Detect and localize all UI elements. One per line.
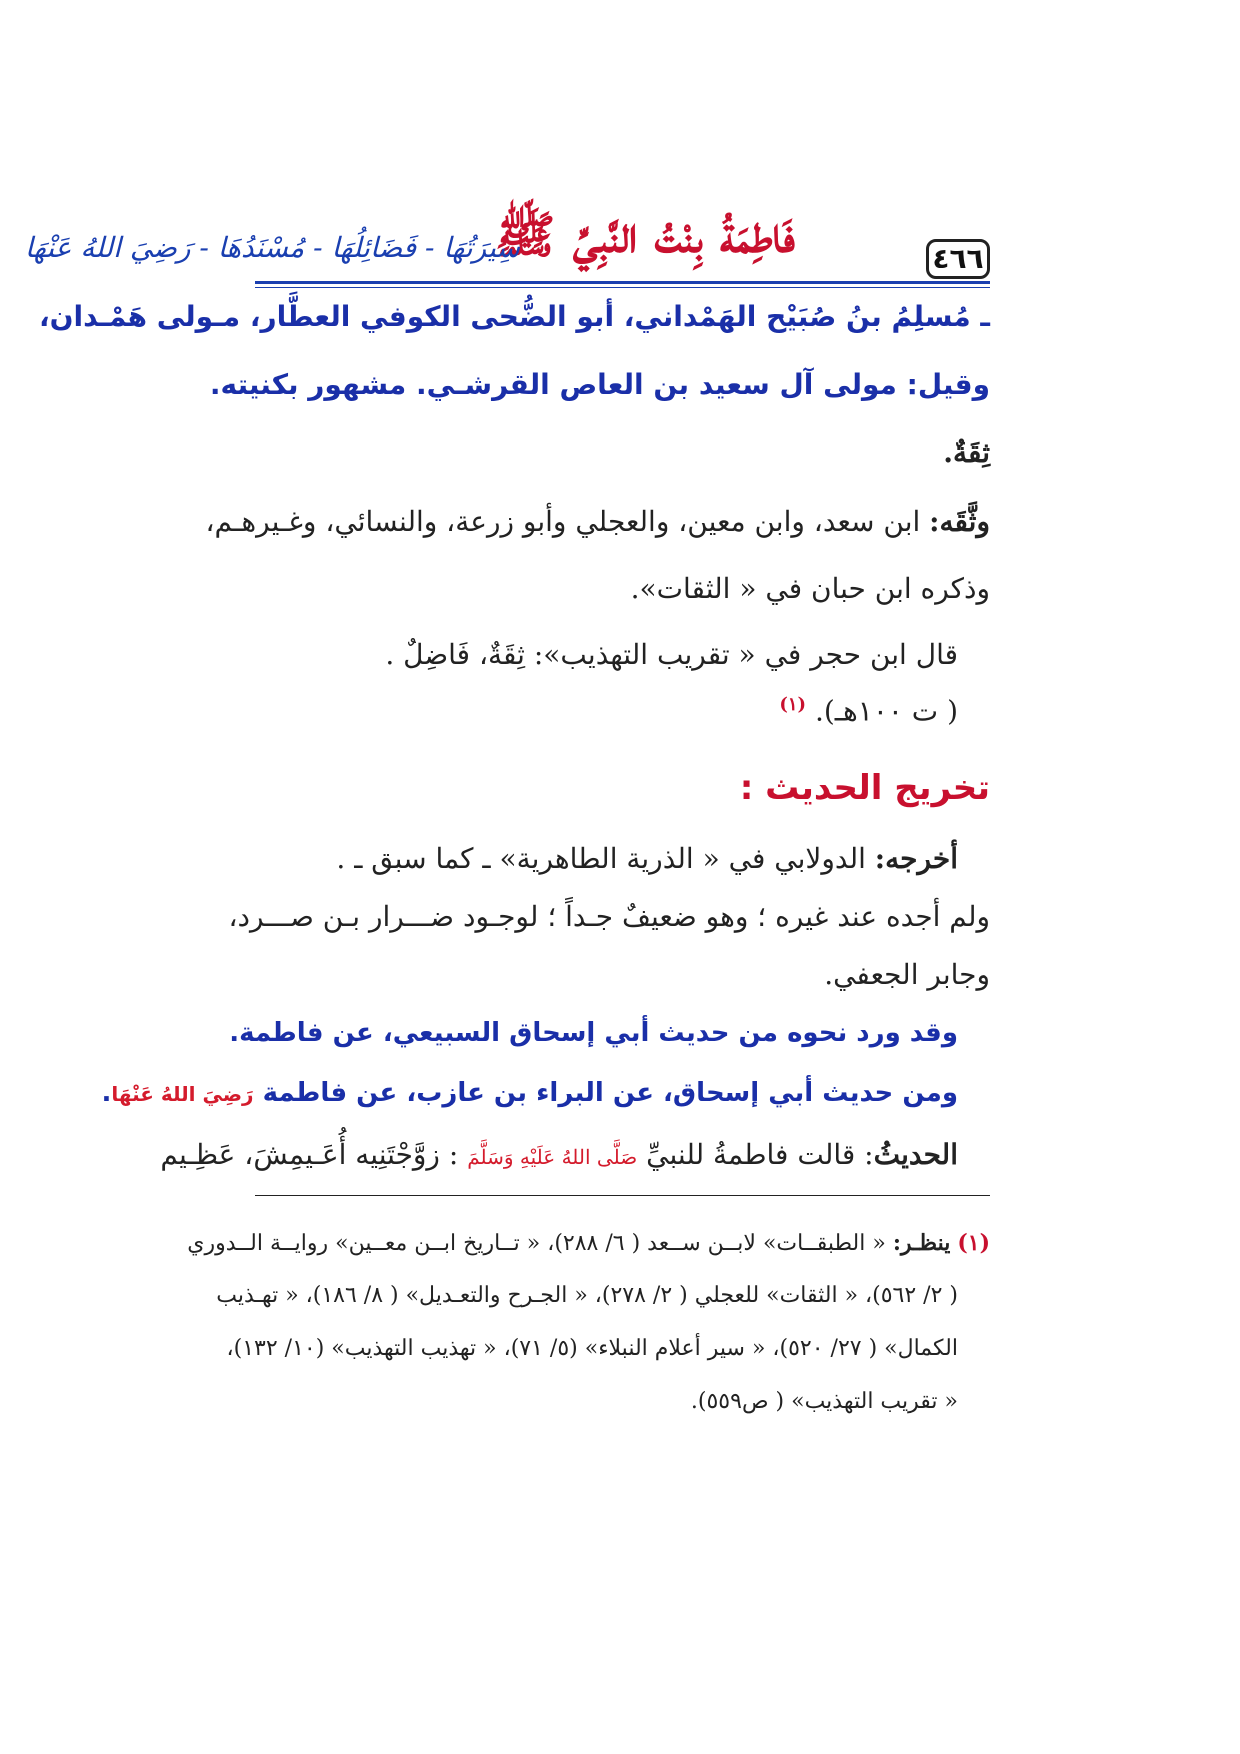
hadith-label: الحديثُ [873,1138,958,1171]
judgement-line: ولم أجده عند غيره ؛ وهو ضعيفٌ جـداً ؛ لوجـود ضـــرار بـن صـــرد، [228,900,990,933]
footnote-line-4: « تقريب التهذيب» ( ص٥٥٩). [690,1389,958,1414]
page-number: ٤٦٦ [926,239,990,279]
warada-text: ومن حديث أبي إسحاق، عن البراء بن عازب، عن فاطمة [253,1078,958,1108]
tawthiq-label: وثَّقَه: [929,505,990,538]
footnote-mark: (١) [957,1230,990,1256]
akhrajahu-label: أخرجه: [874,842,958,875]
salla-honorific: صَلَّى اللهُ عَلَيْهِ وَسَلَّمَ [467,1145,638,1169]
warada-end: . [101,1078,112,1108]
hadith-line [160,1138,958,1171]
footnote-line-2: ( ٢/ ٥٦٢)، « الثقات» للعجلي ( ٢/ ٢٧٨)، « الجـرح والتعـديل» ( ٨/ ١٨٦)، « تهـذيب [216,1283,958,1308]
book-subtitle: سِيرَتُهَا - فَضَائِلُهَا - مُسْنَدُهَا - رَضِيَ اللهُ عَنْهَا [24,231,520,264]
death-date: ( ت ١٠٠هـ). [814,694,958,728]
footnote-line-1 [187,1230,990,1256]
hadith-text: : قالت فاطمةُ للنبيِّ [637,1138,874,1171]
narrator-name-line-2: وقيل: مولى آل سعيد بن العاص القرشـي. مشهور بكنيته. [209,368,990,401]
header-rule [255,281,990,284]
footnote-text-1: « الطبقــات» لابــن ســعد ( ٦/ ٢٨٨)، « تــاريخ ابــن معــين» روايــة الــدوري [187,1231,893,1256]
footnote-line-3: الكمال» ( ٢٧/ ٥٢٠)، « سير أعلام النبلاء» (٥/ ٧١)، « تهذيب التهذيب» (١٠/ ١٣٢)، [226,1336,958,1361]
ibn-hibban-line: وذكره ابن حبان في « الثقات». [630,572,990,605]
header-rule-thin [255,287,990,288]
warada-line-1: وقد ورد نحوه من حديث أبي إسحاق السبيعي، عن فاطمة. [229,1018,958,1048]
akhrajahu-line [223,842,958,875]
footnote-reference[interactable]: (١) [779,694,807,715]
radhi-honorific: رَضِيَ اللهُ عَنْهَا [111,1082,254,1106]
judgement-line-2: وجابر الجعفي. [824,958,990,991]
narrator-grade: ثِقَةٌ. [943,436,990,469]
section-heading: تخريج الحديث : [739,768,990,808]
footnote-separator [255,1195,990,1196]
warada-line-2 [101,1078,958,1108]
tawthiq-text: ابن سعد، وابن معين، والعجلي وأبو زرعة، والنسائي، وغـيرهـم، [205,505,930,538]
page-header [24,205,990,285]
tawthiq-line [205,505,990,538]
ibn-hajar-line: قال ابن حجر في « تقريب التهذيب»: ثِقَةٌ، فَاضِلٌ . [385,638,958,671]
death-line [223,694,958,727]
footnote-label: ينظـر: [892,1230,951,1256]
akhrajahu-text: الدولابي في « الذرية الطاهرية» ـ كما سبق ـ . [336,842,875,875]
narrator-name-line: ـ مُسلِمُ بنُ صُبَيْح الهَمْداني، أبو الضُّحى الكوفي العطَّار، مـولى هَمْـدان، [38,300,990,333]
hadith-text-2: : زوَّجْتَنِيه أُعَـيمِشَ، عَظِـيم [160,1138,468,1171]
book-title: فَاطِمَةُ بِنْتُ النَّبِيِّ ﷺ [495,205,795,264]
